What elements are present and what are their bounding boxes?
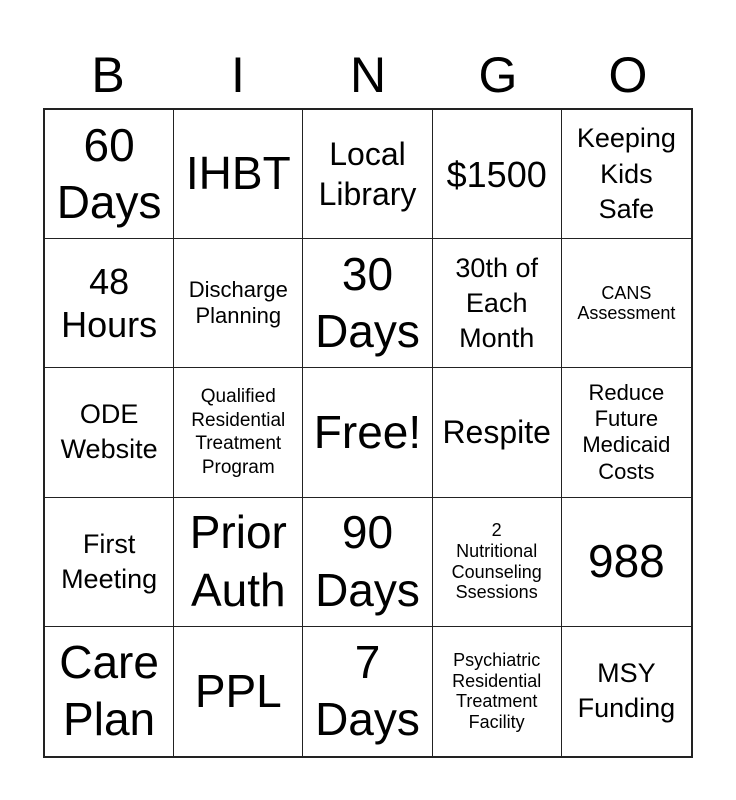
header-letter-i: I — [231, 47, 245, 103]
bingo-cell[interactable] — [562, 239, 691, 368]
bingo-header — [43, 42, 693, 108]
bingo-cell[interactable] — [562, 110, 691, 239]
cell-text: $1500 — [446, 153, 547, 195]
bingo-cell[interactable] — [433, 627, 562, 756]
cell-text: Reduce Future Medicaid Costs — [582, 379, 671, 484]
cell-text: 30th of Each Month — [455, 252, 538, 353]
bingo-cell[interactable] — [433, 239, 562, 368]
bingo-card-grid — [43, 108, 693, 758]
bingo-cell[interactable] — [562, 368, 691, 497]
cell-text: Care Plan — [59, 635, 159, 746]
bingo-cell[interactable] — [433, 368, 562, 497]
bingo-cell[interactable] — [174, 239, 303, 368]
bingo-cell[interactable] — [303, 627, 432, 756]
cell-text: IHBT — [185, 147, 291, 200]
bingo-cell[interactable] — [562, 627, 691, 756]
cell-text: Keeping Kids Safe — [576, 123, 676, 224]
header-letter-o: O — [608, 47, 648, 103]
cell-text: PPL — [194, 664, 282, 717]
bingo-cell[interactable] — [45, 239, 174, 368]
cell-text: Local Library — [318, 136, 417, 213]
bingo-cell[interactable] — [174, 110, 303, 239]
cell-text: Prior Auth — [189, 506, 287, 616]
cell-text: 48 Hours — [61, 261, 158, 346]
bingo-cell[interactable] — [45, 627, 174, 756]
bingo-cell[interactable] — [303, 368, 432, 497]
cell-text: 7 Days — [315, 635, 420, 746]
header-letter-n: N — [349, 47, 387, 103]
bingo-cell[interactable] — [562, 498, 691, 627]
cell-text: CANS Assessment — [577, 282, 676, 324]
cell-text: 60 Days — [56, 118, 162, 229]
cell-text: 90 Days — [315, 506, 420, 616]
cell-text: Psychiatric Residential Treatment Facility — [452, 650, 542, 733]
cell-text: 988 — [588, 534, 665, 587]
cell-text: Free! — [313, 405, 422, 458]
bingo-cell[interactable] — [174, 368, 303, 497]
bingo-cell[interactable] — [174, 627, 303, 756]
bingo-cell[interactable] — [45, 368, 174, 497]
cell-text: 30 Days — [315, 247, 420, 358]
header-letter-b: B — [91, 47, 125, 103]
bingo-cell[interactable] — [45, 110, 174, 239]
cell-text: 2 Nutritional Counseling Ssessions — [451, 520, 542, 603]
cell-text: ODE Website — [60, 399, 158, 465]
cell-text: Qualified Residential Treatment Program — [191, 385, 286, 479]
bingo-cell[interactable] — [303, 110, 432, 239]
bingo-cell[interactable] — [45, 498, 174, 627]
cell-text: Respite — [442, 414, 551, 451]
bingo-cell[interactable] — [433, 110, 562, 239]
header-letter-g: G — [478, 47, 518, 103]
bingo-cell[interactable] — [433, 498, 562, 627]
bingo-cell[interactable] — [303, 239, 432, 368]
cell-text: First Meeting — [61, 528, 158, 594]
cell-text: MSY Funding — [577, 658, 676, 724]
cell-text: Discharge Planning — [188, 276, 288, 329]
bingo-cell[interactable] — [174, 498, 303, 627]
bingo-cell[interactable] — [303, 498, 432, 627]
